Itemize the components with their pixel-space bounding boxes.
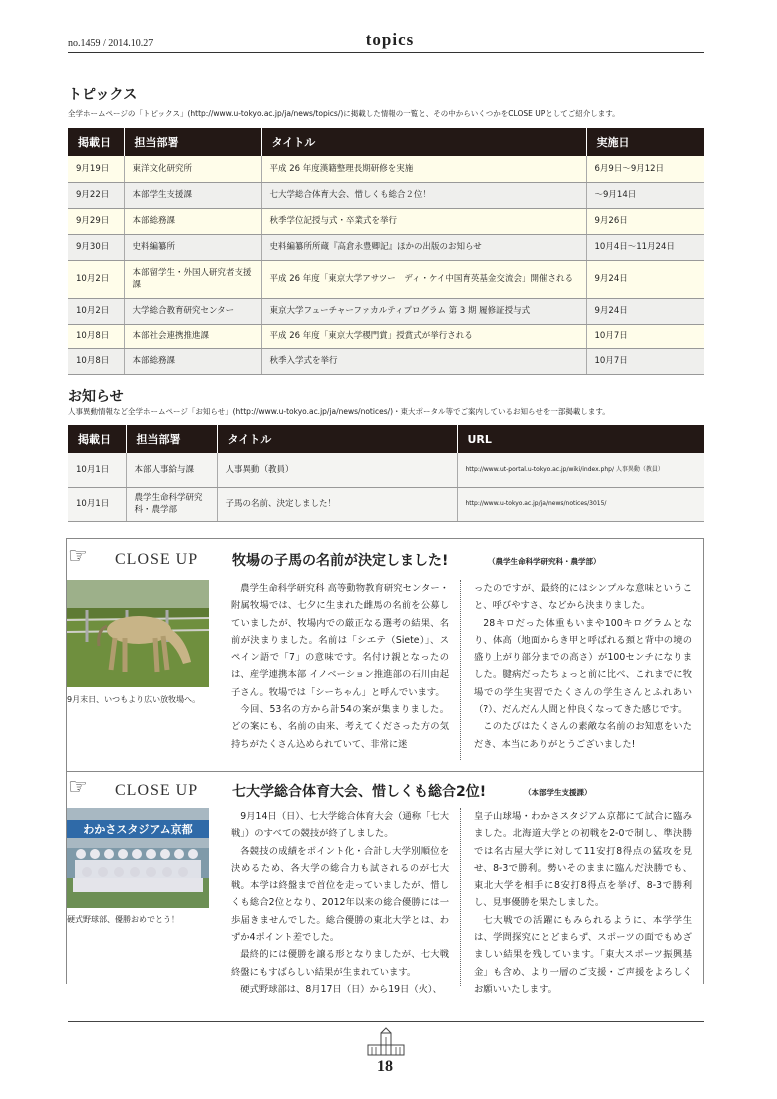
col-url: URL	[457, 425, 704, 453]
cell-dept: 本部留学生・外国人研究者支援課	[124, 260, 261, 298]
table-header-row	[68, 128, 704, 156]
paragraph: 農学生命科学研究科 高等動物教育研究センター・附属牧場では、七夕に生まれた雌馬の名前を公募していましたが、牧場内での厳正なる選考の結果、名前が決まりました。名前は「シエテ（Siete）」、スペイン語で「7」の意味です。名付け親となったのは、産学連携本部 イノベーション推進部の石川由起子さん。牧場では「シーちゃん」と呼んでいます。	[231, 583, 449, 698]
cell-date: 9月22日	[68, 182, 124, 208]
cell-held: 9月24日	[586, 260, 704, 298]
cell-held: 6月9日〜9月12日	[586, 156, 704, 182]
cell-title: 七大学総合体育大会、惜しくも総合２位！	[261, 182, 586, 208]
closeup-dept: （農学生命科学研究科・農学部）	[488, 557, 601, 566]
cell-dept: 本部総務課	[124, 208, 261, 234]
closeup-title: 牧場の子馬の名前が決定しました!	[232, 553, 449, 569]
column-divider	[460, 808, 461, 986]
cell-date: 10月2日	[68, 298, 124, 324]
cell-url-link[interactable]: http://www.u-tokyo.ac.jp/ja/news/notices/3015/	[457, 487, 704, 521]
stadium-sign: わかさスタジアム京都	[83, 823, 193, 836]
paragraph: このたびはたくさんの素敵な名前のお知恵をいただき、本当にありがとうございました!	[474, 721, 692, 750]
cell-held: 10月4日〜11月24日	[586, 234, 704, 260]
header-rule	[68, 52, 704, 53]
article-column-left	[231, 808, 449, 998]
cell-title: 平成 26 年度漢籍整理長期研修を実施	[261, 156, 586, 182]
paragraph: 9月14日（日）、七大学総合体育大会（通称「七大戦」）のすべての競技が終了しました。	[231, 811, 449, 840]
cell-held: 10月7日	[586, 324, 704, 348]
closeup-title: 七大学総合体育大会、惜しくも総合2位!	[232, 784, 487, 800]
section-header: topics	[365, 30, 415, 49]
closeup-dept: （本部学生支援課）	[524, 788, 592, 797]
cell-date: 10月8日	[68, 324, 124, 348]
col-date: 掲載日	[68, 128, 124, 156]
table-row	[68, 298, 704, 324]
notices-description: 人事異動情報など全学ホームページ「お知らせ」(http://www.u-tokyo.ac.jp/ja/news/notices/)・東大ポータル等でご案内しているお知らせを一部掲載します。	[68, 407, 610, 416]
cell-date: 10月2日	[68, 260, 124, 298]
table-row	[68, 208, 704, 234]
paragraph: 28キロだった体重もいまや100キログラムとなり、体高（地面からき甲と呼ばれる頚と背中の境の盛り上がり部分までの高さ）が100センチになりました。腱病だったちょっと前に比べ、これまでに牧場での学生実習でたくさんの学生さんとふれあい（?）、だんだん人間と仲良くなってきた感じです。	[474, 617, 692, 716]
cell-held: 10月7日	[586, 348, 704, 374]
cell-title: 人事異動（教員）	[217, 453, 457, 487]
notices-table	[68, 425, 704, 522]
topics-table	[68, 128, 704, 375]
cell-url-link[interactable]: http://www.ut-portal.u-tokyo.ac.jp/wiki/index.php/ 人事異動（教員）	[457, 453, 704, 487]
pointing-hand-icon: ☞	[68, 544, 88, 569]
topics-title: トピックス	[68, 87, 138, 103]
col-title: タイトル	[217, 425, 457, 453]
topics-description: 全学ホームページの「トピックス」(http://www.u-tokyo.ac.jp/ja/news/topics/)に掲載した情報の一覧と、その中からいくつかをCLOSE UPとしてご紹介します。	[68, 109, 620, 118]
col-date: 掲載日	[68, 425, 126, 453]
col-title: タイトル	[261, 128, 586, 156]
team-photo	[67, 808, 209, 908]
cell-title: 秋季学位記授与式・卒業式を挙行	[261, 208, 586, 234]
table-row	[68, 453, 704, 487]
cell-dept: 農学生命科学研究科・農学部	[126, 487, 217, 521]
photo-caption: 硬式野球部、優勝おめでとう！	[67, 915, 179, 924]
table-header-row	[68, 425, 704, 453]
table-row	[68, 324, 704, 348]
cell-dept: 史料編纂所	[124, 234, 261, 260]
pointing-hand-icon: ☞	[68, 775, 88, 800]
closeup-divider	[67, 771, 703, 772]
closeup-label: CLOSE UP	[115, 551, 199, 568]
cell-date: 9月30日	[68, 234, 124, 260]
table-row	[68, 348, 704, 374]
photo-caption: 9月末日、いつもより広い放牧場へ。	[67, 695, 201, 704]
cell-title: 子馬の名前、決定しました！	[217, 487, 457, 521]
article-column-right	[474, 580, 692, 753]
cell-dept: 本部人事給与課	[126, 453, 217, 487]
col-dept: 担当部署	[126, 425, 217, 453]
col-held: 実施日	[586, 128, 704, 156]
cell-held: 〜9月14日	[586, 182, 704, 208]
footer-rule	[68, 1021, 704, 1022]
paragraph: 今回、53名の方から計54の案が集まりました。どの案にも、名前の由来、考えてくださった方の気持ちがたくさん込められていて、非常に迷	[231, 704, 449, 750]
paragraph: ったのですが、最終的にはシンプルな意味ということ、呼びやすさ、などから決まりました。	[474, 583, 692, 612]
column-divider	[460, 580, 461, 760]
cell-date: 10月8日	[68, 348, 124, 374]
cell-title: 東京大学フューチャーファカルティプログラム 第 3 期 履修証授与式	[261, 298, 586, 324]
cell-title: 史料編纂所所蔵『高倉永豊卿記』ほかの出版のお知らせ	[261, 234, 586, 260]
table-row	[68, 156, 704, 182]
paragraph: 各競技の成績をポイント化・合計し大学別順位を決めるため、各大学の総合力も試されるのが七大戦。本学は終盤まで首位を走っていましたが、惜しくも総合2位となり、2012年以来の総合優勝には一歩届きませんでした。総合優勝の東北大学とは、わずか4ポイント差でした。	[231, 845, 449, 944]
paragraph: 七大戦での活躍にもみられるように、本学学生は、学問探究にとどまらず、スポーツの面でもめざましい結果を残しています。「東大スポーツ振興基金」も含め、より一層のご支援・ご声援をよろしくお願いいたします。	[474, 914, 692, 995]
paragraph: 皇子山球場・わかさスタジアム京都にて試合に臨みました。北海道大学との初戦を2-0で制し、準決勝では名古屋大学に対して11安打8得点の猛攻を見せ、8-3で勝利。勢いそのままに臨んだ決勝でも、東北大学を相手に8安打8得点を挙げ、8-3で勝利し、見事優勝を果たしました。	[474, 811, 692, 909]
notices-title: お知らせ	[68, 389, 124, 405]
closeup-label: CLOSE UP	[115, 782, 199, 799]
cell-date: 9月19日	[68, 156, 124, 182]
paragraph: 最終的には優勝を譲る形となりましたが、七大戦終盤にもすばらしい結果が生まれています。	[231, 949, 449, 978]
cell-title: 秋季入学式を挙行	[261, 348, 586, 374]
table-row	[68, 234, 704, 260]
cell-held: 9月24日	[586, 298, 704, 324]
cell-dept: 東洋文化研究所	[124, 156, 261, 182]
cell-dept: 大学総合教育研究センター	[124, 298, 261, 324]
article-column-left	[231, 580, 449, 753]
cell-dept: 本部学生支援課	[124, 182, 261, 208]
cell-dept: 本部総務課	[124, 348, 261, 374]
cell-title: 平成 26 年度「東京大学稷門賞」授賞式が挙行される	[261, 324, 586, 348]
horse-photo	[67, 580, 209, 687]
table-row	[68, 487, 704, 521]
cell-date: 10月1日	[68, 487, 126, 521]
issue-info: no.1459 / 2014.10.27	[68, 38, 154, 49]
paragraph: 硬式野球部は、8月17日（日）から19日（火）、	[240, 983, 442, 995]
cell-dept: 本部社会連携推進課	[124, 324, 261, 348]
cell-date: 10月1日	[68, 453, 126, 487]
cell-date: 9月29日	[68, 208, 124, 234]
university-building-icon	[366, 1027, 406, 1057]
col-dept: 担当部署	[124, 128, 261, 156]
table-row	[68, 182, 704, 208]
article-column-right	[474, 808, 692, 998]
cell-title: 平成 26 年度「東京大学アサツー ディ・ケイ中国育英基金交流会」開催される	[261, 260, 586, 298]
table-row	[68, 260, 704, 298]
cell-held: 9月26日	[586, 208, 704, 234]
page-number: 18	[377, 1058, 393, 1075]
